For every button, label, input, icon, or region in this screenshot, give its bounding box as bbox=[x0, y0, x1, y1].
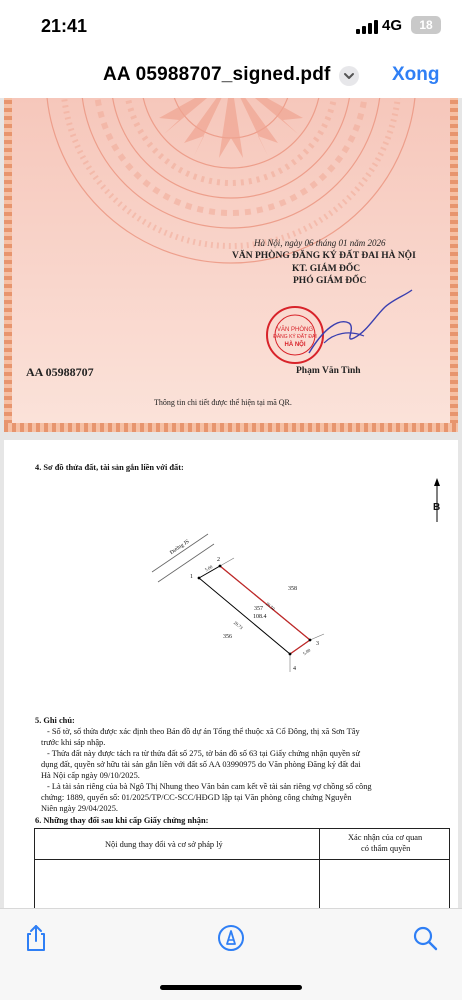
note-line: Hà Nội cấp ngày 09/10/2025. bbox=[41, 771, 140, 780]
dim-left: 20.73 bbox=[232, 620, 244, 631]
cellular-signal-icon bbox=[356, 20, 378, 34]
qr-note: Thông tin chi tiết được thể hiện tại mã QR. bbox=[154, 398, 292, 407]
dim-right: 20.50 bbox=[264, 601, 276, 612]
document-title[interactable]: AA 05988707_signed.pdf bbox=[103, 64, 331, 85]
note-line: - Số tờ, số thửa được xác định theo Bản đồ dự án Tổng thể thuộc xã Cổ Đông, thị xã Sơn Tây bbox=[47, 727, 360, 736]
pdf-page-2 bbox=[4, 440, 458, 908]
vertex-1: 1 bbox=[190, 574, 193, 580]
table-header-divider bbox=[35, 859, 449, 860]
svg-text:VĂN PHÒNG: VĂN PHÒNG bbox=[276, 327, 314, 333]
share-icon[interactable] bbox=[22, 923, 50, 953]
road-name: Đường JS bbox=[169, 538, 191, 556]
vertex-4: 4 bbox=[293, 666, 296, 672]
title-menu-button[interactable] bbox=[339, 66, 359, 86]
section-5-title: 5. Ghi chú: bbox=[35, 716, 75, 725]
deputy-director-title: PHÓ GIÁM ĐỐC bbox=[293, 276, 367, 286]
signer-name: Phạm Văn Tình bbox=[296, 366, 361, 376]
issue-date: Hà Nội, ngày 06 tháng 01 năm 2026 bbox=[254, 238, 386, 248]
north-arrow-icon bbox=[434, 478, 440, 522]
battery-level: 18 bbox=[411, 16, 441, 34]
section-4-title: 4. Sơ đồ thửa đất, tài sản gắn liền với đất: bbox=[35, 463, 184, 472]
markup-icon[interactable] bbox=[217, 923, 245, 953]
note-line: dụng đất, quyền sở hữu tài sản gắn liền với đất số AA 03990975 do Văn phòng Đăng ký đất đai bbox=[41, 760, 361, 769]
neighbor-356: 356 bbox=[223, 634, 232, 640]
note-line: chứng: 1889, quyển số: 01/2025/TP/CC-SCC/HĐGD lập tại Văn phòng công chứng Nguyễn bbox=[41, 793, 352, 802]
vertex-2: 2 bbox=[217, 557, 220, 563]
parcel-area: 108.4 bbox=[253, 614, 267, 620]
parcel-map bbox=[4, 440, 458, 730]
table-header-confirm: Xác nhận của cơ quan bbox=[348, 833, 423, 842]
neighbor-358: 358 bbox=[288, 586, 297, 592]
page-border-left bbox=[4, 98, 12, 432]
nav-bar bbox=[0, 52, 462, 98]
dim-top: 5.00 bbox=[204, 564, 214, 573]
status-bar bbox=[0, 0, 462, 52]
issuing-office: VĂN PHÒNG ĐĂNG KÝ ĐẤT ĐAI HÀ NỘI bbox=[232, 251, 416, 261]
svg-text:HÀ NỘI: HÀ NỘI bbox=[284, 342, 306, 348]
page-border-right bbox=[450, 98, 458, 432]
certificate-serial: AA 05988707 bbox=[26, 365, 94, 379]
parcel-357-highlight bbox=[220, 566, 310, 654]
dim-bottom: 5.00 bbox=[302, 647, 312, 657]
home-indicator[interactable] bbox=[160, 985, 302, 990]
note-line: Niên ngày 29/04/2025. bbox=[41, 804, 118, 813]
note-line: - Là tài sản riêng của bà Ngô Thị Nhung theo Văn bản cam kết về tài sản riêng vợ chồng số công bbox=[47, 782, 372, 791]
table-header-authority: có thẩm quyền bbox=[361, 844, 411, 853]
on-behalf-director: KT. GIÁM ĐỐC bbox=[292, 264, 361, 274]
chevron-down-icon bbox=[339, 66, 359, 86]
pdf-page-1 bbox=[4, 98, 458, 432]
network-type: 4G bbox=[382, 17, 403, 34]
svg-text:ĐĂNG KÝ ĐẤT ĐAI: ĐĂNG KÝ ĐẤT ĐAI bbox=[273, 334, 317, 340]
note-line: trước khi sáp nhập. bbox=[41, 738, 106, 747]
table-column-divider bbox=[319, 829, 320, 908]
done-button[interactable]: Xong bbox=[392, 64, 440, 85]
north-label: B bbox=[433, 502, 441, 513]
signature-icon bbox=[304, 288, 414, 368]
search-icon[interactable] bbox=[411, 923, 439, 953]
parcel-number: 357 bbox=[254, 606, 263, 612]
page-border-bottom bbox=[4, 423, 458, 432]
vertex-3: 3 bbox=[316, 641, 319, 647]
changes-table bbox=[34, 828, 450, 908]
status-time: 21:41 bbox=[41, 16, 88, 36]
bronze-drum-pattern-icon bbox=[4, 98, 458, 432]
note-line: - Thửa đất này được tách ra từ thửa đất số 275, tờ bản đồ số 63 tại Giấy chứng nhận quyền sử bbox=[47, 749, 360, 758]
table-header-content: Nội dung thay đổi và cơ sở pháp lý bbox=[105, 840, 223, 849]
section-6-title: 6. Những thay đổi sau khi cấp Giấy chứng nhận: bbox=[35, 816, 209, 825]
